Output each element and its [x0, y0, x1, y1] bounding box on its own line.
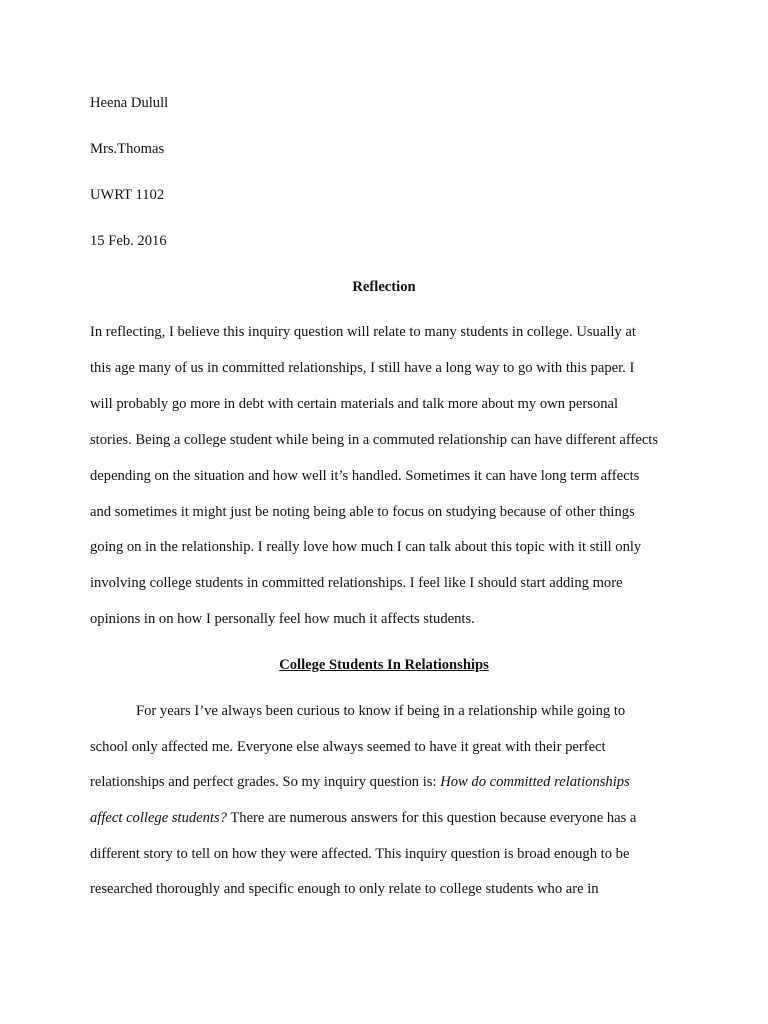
essay-text: There are numerous answers for this question because everyone has a — [226, 810, 637, 826]
essay-line — [90, 809, 636, 827]
course-code: UWRT 1102 — [90, 187, 165, 203]
inquiry-question-italic: How do committed relationships — [440, 774, 630, 790]
date: 15 Feb. 2016 — [90, 233, 167, 249]
essay-heading-text: College Students In Relationships — [279, 657, 489, 673]
reflection-line: will probably go more in debt with certain materials and talk more about my own personal — [90, 396, 619, 412]
reflection-line: this age many of us in committed relationships, I still have a long way to go with this paper. I — [90, 360, 635, 376]
essay-line: school only affected me. Everyone else always seemed to have it great with their perfect — [90, 739, 606, 755]
reflection-line: In reflecting, I believe this inquiry question will relate to many students in college. Usually at — [90, 324, 636, 340]
essay-line — [90, 773, 630, 791]
reflection-line: going on in the relationship. I really love how much I can talk about this topic with it still only — [90, 539, 642, 555]
reflection-line: involving college students in committed relationships. I feel like I should start adding more — [90, 575, 623, 591]
instructor-name: Mrs.Thomas — [90, 141, 165, 157]
reflection-line: and sometimes it might just be noting being able to focus on studying because of other things — [90, 504, 635, 520]
student-name: Heena Dulull — [90, 95, 169, 111]
reflection-heading: Reflection — [352, 279, 416, 295]
essay-line: researched thoroughly and specific enough to only relate to college students who are in — [90, 881, 599, 897]
essay-text: relationships and perfect grades. So my inquiry question is: — [90, 774, 441, 790]
inquiry-question-italic: affect college students? — [90, 810, 227, 826]
essay-line: different story to tell on how they were affected. This inquiry question is broad enough to be — [90, 846, 630, 862]
reflection-line: opinions in on how I personally feel how much it affects students. — [90, 611, 475, 627]
reflection-line: depending on the situation and how well it’s handled. Sometimes it can have long term affects — [90, 468, 640, 484]
reflection-line: stories. Being a college student while being in a commuted relationship can have different affects — [90, 432, 659, 448]
essay-line: For years I’ve always been curious to know if being in a relationship while going to — [136, 703, 626, 719]
essay-heading — [0, 656, 768, 674]
